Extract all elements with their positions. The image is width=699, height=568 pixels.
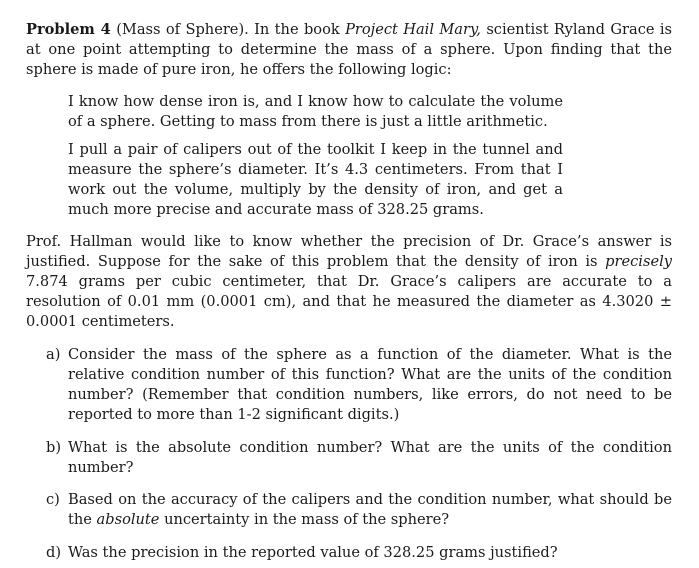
question-c-label: c) <box>46 491 60 508</box>
prof-text-b: 7.874 grams per cubic centimeter, that Dr. Grace’s calipers are accurate to a resolution of 0.01 mm (0.0001 cm), and that he measured the diameter as 4.3020 ± 0.0001 centimeters. <box>26 273 672 330</box>
question-c-pre: Based on the accuracy of the calipers and the condition number, what should be the <box>68 491 672 528</box>
question-b-label: b) <box>46 439 62 456</box>
intro-text-a: In the book <box>254 21 340 38</box>
precisely-emphasis: precisely <box>605 253 673 270</box>
book-title: Project Hail Mary, <box>345 21 481 38</box>
problem-title: (Mass of Sphere). <box>116 21 249 38</box>
question-a-text: Consider the mass of the sphere as a function of the diameter. What is the relative condition number of this function? What are the units of the condition number? (Remember that condition numbers, like errors, do not need to be reported to more than 1-2 significant digits.) <box>68 346 672 423</box>
question-d <box>46 543 672 563</box>
question-c-post: uncertainty in the mass of the sphere? <box>164 511 450 528</box>
problem-intro <box>26 20 672 80</box>
question-c <box>46 490 672 530</box>
question-b <box>46 438 672 478</box>
quote-paragraph-1: I know how dense iron is, and I know how to calculate the volume of a sphere. Getting to mass from there is just a little arithmetic. <box>68 93 563 130</box>
absolute-emphasis: absolute <box>96 511 160 528</box>
question-b-text: What is the absolute condition number? What are the units of the condition number? <box>68 439 672 476</box>
question-d-label: d) <box>46 544 62 561</box>
problem-label: Problem 4 <box>26 21 111 38</box>
question-a-label: a) <box>46 346 61 363</box>
prof-paragraph <box>26 232 672 332</box>
question-a <box>46 345 672 425</box>
quote-paragraph-2: I pull a pair of calipers out of the toolkit I keep in the tunnel and measure the sphere’s diameter. It’s 4.3 centimeters. From that I work out the volume, multiply by the density of iron, and get a much more precise and accurate mass of 328.25 grams. <box>68 141 563 218</box>
question-d-text: Was the precision in the reported value of 328.25 grams justified? <box>68 544 558 561</box>
question-c-text <box>68 490 672 530</box>
prof-text-a: Prof. Hallman would like to know whether the precision of Dr. Grace’s answer is justified. Suppose for the sake of this problem that the density of iron is <box>26 233 672 270</box>
intro-text-b: scientist Ryland Grace is at one point attempting to determine the mass of a sphere. Upon finding that the sphere is made of pure iron, he offers the following logic: <box>26 21 673 78</box>
